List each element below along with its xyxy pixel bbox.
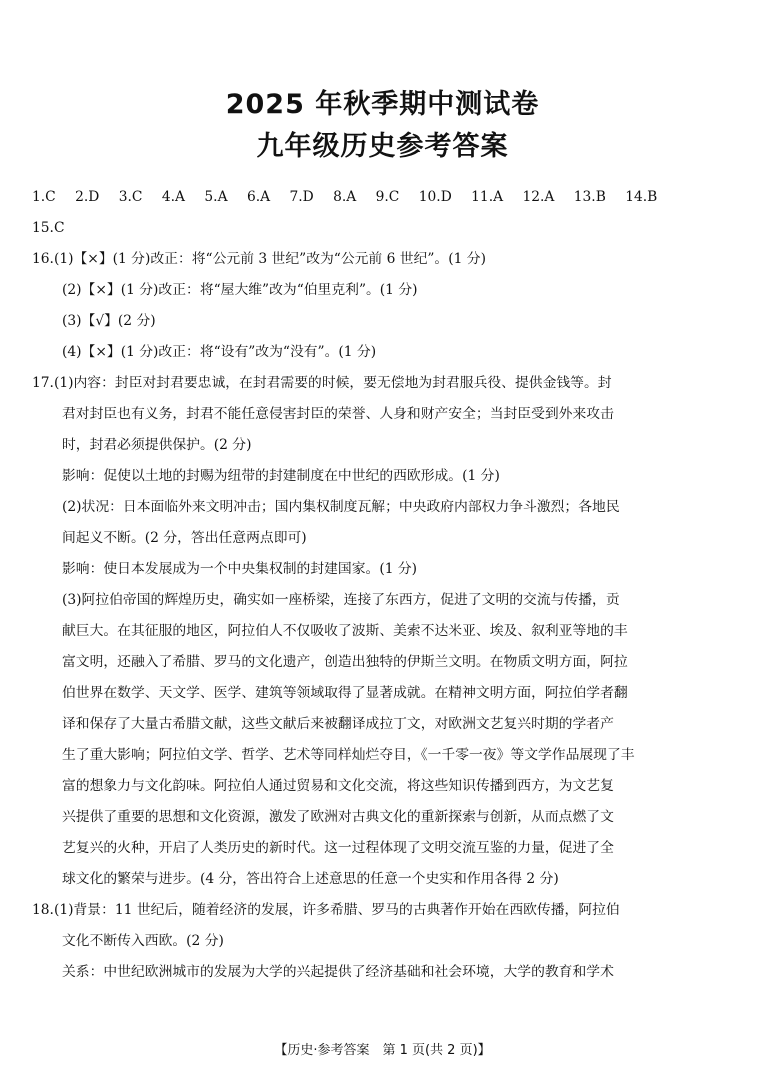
multiple-choice-answers <box>32 182 666 213</box>
q18-line: 关系：中世纪欧洲城市的发展为大学的兴起提供了经济基础和社会环境，大学的教育和学术 <box>62 964 614 980</box>
q18-line: 18.(1)背景：11 世纪后，随着经济的发展，许多希腊、罗马的古典著作开始在西欧传播，阿拉伯 <box>32 902 620 918</box>
q16-line: 16.(1)【×】(1 分)改正：将“公元前 3 世纪”改为“公元前 6 世纪”。(1 分) <box>32 251 486 267</box>
q17-line: 影响：使日本发展成为一个中央集权制的封建国家。(1 分) <box>62 561 418 577</box>
q17-line: 伯世界在数学、天文学、医学、建筑等领域取得了显著成就。在精神文明方面，阿拉伯学者翻 <box>62 685 628 701</box>
q17-line: 兴提供了重要的思想和文化资源，激发了欧洲对古典文化的重新探索与创新，从而点燃了文 <box>62 809 614 825</box>
choice-answer: 11.A <box>471 189 504 205</box>
choice-answer: 12.A <box>522 189 555 205</box>
q17-line: 译和保存了大量古希腊文献，这些文献后来被翻译成拉丁文，对欧洲文艺复兴时期的学者产 <box>62 716 614 732</box>
q17-line: (2)状况：日本面临外来文明冲击；国内集权制度瓦解；中央政府内部权力争斗激烈；各地民 <box>62 499 620 515</box>
q17-line: 富文明，还融入了希腊、罗马的文化遗产，创造出独特的伊斯兰文明。在物质文明方面，阿拉 <box>62 654 628 670</box>
q17-line: 艺复兴的火种，开启了人类历史的新时代。这一过程体现了文明交流互鉴的力量，促进了全 <box>62 840 614 856</box>
choice-answer: 7.D <box>289 189 314 205</box>
page-subtitle: 九年级历史参考答案 <box>256 131 509 162</box>
q17-line: 影响：促使以土地的封赐为纽带的封建制度在中世纪的西欧形成。(1 分) <box>62 468 500 484</box>
q16-line: (3)【√】(2 分) <box>62 313 156 329</box>
q17-line: 富的想象力与文化韵味。阿拉伯人通过贸易和文化交流，将这些知识传播到西方，为文艺复 <box>62 778 614 794</box>
choice-answer: 14.B <box>625 189 658 205</box>
q17-line: 时，封君必须提供保护。(2 分) <box>62 437 252 453</box>
q18-line: 文化不断传入西欧。(2 分) <box>62 933 224 949</box>
q17-line: 间起义不断。(2 分，答出任意两点即可) <box>62 530 307 546</box>
q17-line: 君对封臣也有义务，封君不能任意侵害封臣的荣誉、人身和财产安全；当封臣受到外来攻击 <box>62 406 614 422</box>
choice-answer: 5.A <box>204 189 228 205</box>
choice-answer: 13.B <box>573 189 606 205</box>
choice-answer: 4.A <box>161 189 186 205</box>
q16-line: (2)【×】(1 分)改正：将“屋大维”改为“伯里克利”。(1 分) <box>62 282 418 298</box>
q17-line: 献巨大。在其征服的地区，阿拉伯人不仅吸收了波斯、美索不达米亚、埃及、叙利亚等地的丰 <box>62 623 628 639</box>
choice-answer: 2.D <box>75 189 100 205</box>
q17-line: 17.(1)内容：封臣对封君要忠诚，在封君需要的时候，要无偿地为封君服兵役、提供金钱等。封 <box>32 375 612 391</box>
choice-answer: 8.A <box>333 189 357 205</box>
q16-line: (4)【×】(1 分)改正：将“设有”改为“没有”。(1 分) <box>62 344 377 360</box>
q17-line: (3)阿拉伯帝国的辉煌历史，确实如一座桥梁，连接了东西方，促进了文明的交流与传播，贡 <box>62 592 620 608</box>
page-footer: 【历史·参考答案 第 1 页(共 2 页)】 <box>274 1043 491 1058</box>
choice-answer: 10.D <box>418 189 452 205</box>
choice-answer: 15.C <box>32 220 65 236</box>
choice-answer: 6.A <box>246 189 271 205</box>
choice-answer: 9.C <box>375 189 400 205</box>
q17-line: 生了重大影响；阿拉伯文学、哲学、艺术等同样灿烂夺目，《一千零一夜》等文学作品展现了丰 <box>62 747 635 763</box>
choice-answer: 1.C <box>32 189 56 205</box>
page-title: 2025 年秋季期中测试卷 <box>225 89 540 120</box>
choice-answer: 3.C <box>118 189 143 205</box>
q17-line: 球文化的繁荣与进步。(4 分，答出符合上述意思的任意一个史实和作用各得 2 分) <box>62 871 559 887</box>
